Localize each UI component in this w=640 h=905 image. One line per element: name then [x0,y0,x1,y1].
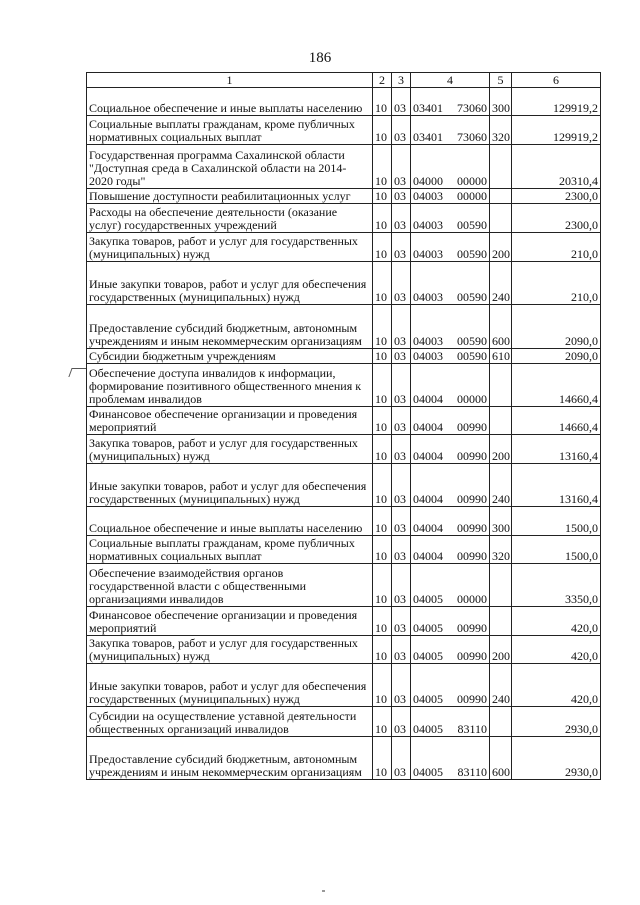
header-cell-3: 3 [392,73,411,88]
subsection-cell: 03 [392,116,411,145]
row-name-cell: Закупка товаров, работ и услуг для государственных (муниципальных) нужд [87,233,373,262]
program-code-cell: 04003 [411,204,454,233]
amount-cell: 3350,0 [512,564,601,607]
amount-cell: 1500,0 [512,507,601,536]
footer-dot [322,890,325,892]
amount-cell: 2930,0 [512,737,601,780]
program-code-cell: 04003 [411,262,454,305]
table-row [87,407,601,435]
subsection-cell: 03 [392,507,411,536]
subsection-cell: 03 [392,233,411,262]
section-cell: 10 [373,507,392,536]
section-cell: 10 [373,233,392,262]
expense-code-cell: 00990 [454,435,490,464]
program-code-cell: 04004 [411,536,454,564]
expense-type-cell [490,564,512,607]
expense-type-cell: 200 [490,435,512,464]
expense-type-cell [490,364,512,407]
expense-code-cell: 00990 [454,407,490,435]
expense-code-cell: 00990 [454,507,490,536]
expense-type-cell: 200 [490,636,512,664]
expense-type-cell [490,407,512,435]
program-code-cell: 03401 [411,116,454,145]
expense-code-cell: 00000 [454,145,490,189]
row-name-cell: Предоставление субсидий бюджетным, автономным учреждениям и иным некоммерческим организациям [87,305,373,349]
table-row [87,364,601,407]
amount-cell: 420,0 [512,636,601,664]
subsection-cell: 03 [392,189,411,204]
amount-cell: 2300,0 [512,189,601,204]
expense-code-cell: 00000 [454,364,490,407]
amount-cell: 2090,0 [512,349,601,364]
subsection-cell: 03 [392,145,411,189]
subsection-cell: 03 [392,737,411,780]
program-code-cell: 04004 [411,507,454,536]
row-name-cell: Социальные выплаты гражданам, кроме публичных нормативных социальных выплат [87,116,373,145]
program-code-cell: 03401 [411,88,454,116]
expense-code-cell: 73060 [454,88,490,116]
subsection-cell: 03 [392,262,411,305]
expense-type-cell [490,607,512,636]
program-code-cell: 04003 [411,305,454,349]
row-name-cell: Иные закупки товаров, работ и услуг для обеспечения государственных (муниципальных) нужд [87,464,373,507]
expense-type-cell: 200 [490,233,512,262]
expense-code-cell: 83110 [454,707,490,737]
subsection-cell: 03 [392,664,411,707]
row-name-cell: Социальное обеспечение и иные выплаты населению [87,507,373,536]
program-code-cell: 04005 [411,664,454,707]
amount-cell: 13160,4 [512,464,601,507]
table-row [87,435,601,464]
expense-code-cell: 00990 [454,607,490,636]
section-cell: 10 [373,189,392,204]
expense-type-cell [490,707,512,737]
expense-type-cell: 240 [490,464,512,507]
budget-table [86,72,601,780]
table-row [87,737,601,780]
row-name-cell: Иные закупки товаров, работ и услуг для обеспечения государственных (муниципальных) нужд [87,262,373,305]
program-code-cell: 04000 [411,145,454,189]
table-row [87,145,601,189]
program-code-cell: 04003 [411,233,454,262]
table-row [87,262,601,305]
expense-type-cell: 610 [490,349,512,364]
row-name-cell: Социальные выплаты гражданам, кроме публичных нормативных социальных выплат [87,536,373,564]
header-cell-5: 5 [490,73,512,88]
expense-type-cell: 320 [490,536,512,564]
section-cell: 10 [373,564,392,607]
expense-type-cell [490,189,512,204]
row-name-cell: Субсидии на осуществление уставной деятельности общественных организаций инвалидов [87,707,373,737]
program-code-cell: 04004 [411,407,454,435]
section-cell: 10 [373,116,392,145]
table-row [87,305,601,349]
amount-cell: 20310,4 [512,145,601,189]
expense-code-cell: 00990 [454,636,490,664]
section-cell: 10 [373,305,392,349]
subsection-cell: 03 [392,564,411,607]
table-row [87,564,601,607]
expense-code-cell: 00590 [454,204,490,233]
section-cell: 10 [373,204,392,233]
expense-code-cell: 00590 [454,262,490,305]
section-cell: 10 [373,536,392,564]
amount-cell: 2300,0 [512,204,601,233]
expense-code-cell: 00590 [454,349,490,364]
expense-code-cell: 00590 [454,233,490,262]
expense-code-cell: 00990 [454,536,490,564]
row-name-cell: Расходы на обеспечение деятельности (оказание услуг) государственных учреждений [87,204,373,233]
section-cell: 10 [373,737,392,780]
section-cell: 10 [373,636,392,664]
row-name-cell: Финансовое обеспечение организации и проведения мероприятий [87,407,373,435]
expense-type-cell: 300 [490,507,512,536]
row-name-cell: Субсидии бюджетным учреждениям [87,349,373,364]
amount-cell: 1500,0 [512,536,601,564]
subsection-cell: 03 [392,435,411,464]
row-name-cell: Закупка товаров, работ и услуг для государственных (муниципальных) нужд [87,636,373,664]
expense-type-cell: 240 [490,262,512,305]
program-code-cell: 04005 [411,636,454,664]
program-code-cell: 04005 [411,564,454,607]
header-cell-6: 6 [512,73,601,88]
expense-type-cell [490,145,512,189]
section-cell: 10 [373,262,392,305]
program-code-cell: 04005 [411,737,454,780]
margin-mark [68,368,86,377]
expense-code-cell: 00000 [454,189,490,204]
section-cell: 10 [373,407,392,435]
table-row [87,464,601,507]
amount-cell: 14660,4 [512,364,601,407]
program-code-cell: 04004 [411,364,454,407]
header-cell-4: 4 [411,73,490,88]
section-cell: 10 [373,435,392,464]
expense-type-cell: 600 [490,305,512,349]
subsection-cell: 03 [392,204,411,233]
table-header-row [87,73,601,88]
subsection-cell: 03 [392,88,411,116]
amount-cell: 420,0 [512,664,601,707]
subsection-cell: 03 [392,305,411,349]
subsection-cell: 03 [392,364,411,407]
amount-cell: 2090,0 [512,305,601,349]
expense-type-cell: 240 [490,664,512,707]
amount-cell: 129919,2 [512,88,601,116]
expense-code-cell: 00990 [454,664,490,707]
program-code-cell: 04004 [411,464,454,507]
row-name-cell: Обеспечение взаимодействия органов государственной власти с общественными организациями инвалидов [87,564,373,607]
expense-type-cell [490,204,512,233]
expense-code-cell: 00590 [454,305,490,349]
table-row [87,607,601,636]
table-row [87,349,601,364]
expense-code-cell: 73060 [454,116,490,145]
program-code-cell: 04005 [411,707,454,737]
section-cell: 10 [373,707,392,737]
subsection-cell: 03 [392,407,411,435]
table-row [87,88,601,116]
subsection-cell: 03 [392,607,411,636]
amount-cell: 129919,2 [512,116,601,145]
row-name-cell: Социальное обеспечение и иные выплаты населению [87,88,373,116]
row-name-cell: Закупка товаров, работ и услуг для государственных (муниципальных) нужд [87,435,373,464]
subsection-cell: 03 [392,464,411,507]
amount-cell: 210,0 [512,233,601,262]
subsection-cell: 03 [392,707,411,737]
header-cell-2: 2 [373,73,392,88]
section-cell: 10 [373,664,392,707]
amount-cell: 420,0 [512,607,601,636]
section-cell: 10 [373,349,392,364]
amount-cell: 14660,4 [512,407,601,435]
program-code-cell: 04004 [411,435,454,464]
expense-type-cell: 320 [490,116,512,145]
table-row [87,204,601,233]
subsection-cell: 03 [392,349,411,364]
row-name-cell: Государственная программа Сахалинской области "Доступная среда в Сахалинской области на 2014-2020 годы" [87,145,373,189]
table-row [87,707,601,737]
amount-cell: 2930,0 [512,707,601,737]
row-name-cell: Обеспечение доступа инвалидов к информации, формирование позитивного общественного мнения к проблемам инвалидов [87,364,373,407]
header-cell-1: 1 [87,73,373,88]
expense-code-cell: 83110 [454,737,490,780]
program-code-cell: 04005 [411,607,454,636]
table-row [87,507,601,536]
section-cell: 10 [373,364,392,407]
row-name-cell: Предоставление субсидий бюджетным, автономным учреждениям и иным некоммерческим организациям [87,737,373,780]
expense-code-cell: 00000 [454,564,490,607]
amount-cell: 210,0 [512,262,601,305]
row-name-cell: Повышение доступности реабилитационных услуг [87,189,373,204]
subsection-cell: 03 [392,536,411,564]
table-row [87,189,601,204]
section-cell: 10 [373,607,392,636]
row-name-cell: Иные закупки товаров, работ и услуг для обеспечения государственных (муниципальных) нужд [87,664,373,707]
table-row [87,116,601,145]
expense-type-cell: 600 [490,737,512,780]
table-row [87,636,601,664]
table-row [87,664,601,707]
section-cell: 10 [373,88,392,116]
row-name-cell: Финансовое обеспечение организации и проведения мероприятий [87,607,373,636]
expense-type-cell: 300 [490,88,512,116]
table-row [87,536,601,564]
subsection-cell: 03 [392,636,411,664]
page-number: 186 [308,50,332,66]
table-row [87,233,601,262]
program-code-cell: 04003 [411,189,454,204]
section-cell: 10 [373,464,392,507]
expense-code-cell: 00990 [454,464,490,507]
section-cell: 10 [373,145,392,189]
program-code-cell: 04003 [411,349,454,364]
amount-cell: 13160,4 [512,435,601,464]
